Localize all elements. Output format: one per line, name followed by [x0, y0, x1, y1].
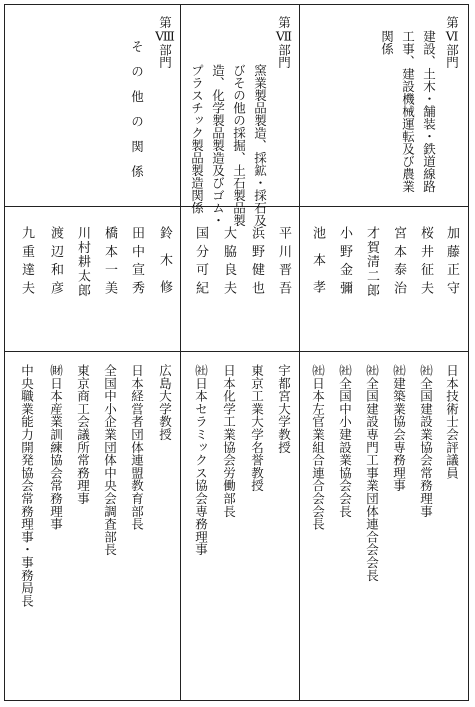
member-name: 渡辺和彦: [48, 226, 63, 300]
member-organization: 日本経営者団体連盟教育部長: [129, 364, 145, 531]
member-name: 鈴木修: [157, 226, 172, 307]
member-organization: ㈳全国建設業協会常務理事: [418, 364, 434, 518]
member-organization: 日本技術士会評議員: [444, 364, 460, 480]
member-organization: ㈳建築業協会専務理事: [391, 364, 407, 492]
member-name: 宮本泰治: [391, 226, 406, 300]
member-name: 大脇良夫: [221, 226, 236, 300]
member-organization: 東京商工会議所常務理事: [75, 364, 91, 505]
section-divider-1: [299, 5, 300, 206]
group-divider-2: [180, 206, 181, 700]
section-7-number: 第Ⅶ部門: [276, 16, 292, 69]
member-name: 加藤正守: [444, 226, 459, 300]
member-name: 橋本一美: [102, 226, 117, 300]
group-divider-1: [299, 206, 300, 700]
name-divider: [5, 351, 468, 352]
member-organization: 宇都宮大学教授: [276, 364, 292, 454]
member-name: 小野金彌: [337, 226, 352, 300]
member-name: 桜井征夫: [418, 226, 433, 300]
section-7-title-line-3: 造、化学製品製造及びゴム・: [210, 64, 226, 227]
member-organization: ㈶日本産業訓練協会常務理事: [48, 364, 64, 531]
member-name: 田中宣秀: [129, 226, 144, 300]
member-organization: ㈳全国中小建設業協会会長: [337, 364, 353, 518]
section-divider-2: [180, 5, 181, 206]
member-name: 才賀清二郎: [364, 226, 379, 298]
member-name: 浜野健也: [249, 226, 264, 300]
section-8-title: そ の 他 の 関 係: [129, 40, 145, 178]
section-6-number: 第Ⅵ部門: [444, 16, 460, 69]
section-6-title-line-3: 関係: [379, 30, 395, 55]
member-organization: 東京工業大学名誉教授: [249, 364, 265, 492]
section-6-title-line-2: 工事、建設機械運転及び農業: [400, 30, 416, 193]
member-name: 池本孝: [310, 226, 325, 307]
member-name: 川村耕太郎: [75, 226, 90, 298]
section-6-title-line-1: 建設、土木・舗装・鉄道線路: [421, 30, 437, 193]
member-name: 九重達夫: [19, 226, 34, 300]
member-organization: 日本化学工業協会労働部長: [221, 364, 237, 518]
member-organization: ㈳全国建設専門工事業団体連合会会長: [364, 364, 380, 582]
section-7-title-line-1: 窯業製品製造、採鉱・採石及: [252, 64, 268, 227]
member-name: 国分可紀: [193, 226, 208, 300]
member-organization: 全国中小企業団体中央会調査部長: [102, 364, 118, 556]
member-organization: ㈳日本セラミックス協会専務理事: [193, 364, 209, 556]
member-name: 平川晋吾: [276, 226, 291, 300]
section-7-title-line-2: びその他の採掘、土石製品製: [231, 64, 247, 227]
section-8-number: 第Ⅷ部門: [157, 16, 173, 69]
member-organization: 広島大学教授: [157, 364, 173, 441]
member-organization: ㈳日本左官業組合連合会会長: [310, 364, 326, 531]
member-organization: 中央職業能力開発協会常務理事・事務局長: [19, 364, 35, 608]
section-7-title-line-4: プラスチック製品製造関係: [189, 64, 205, 214]
